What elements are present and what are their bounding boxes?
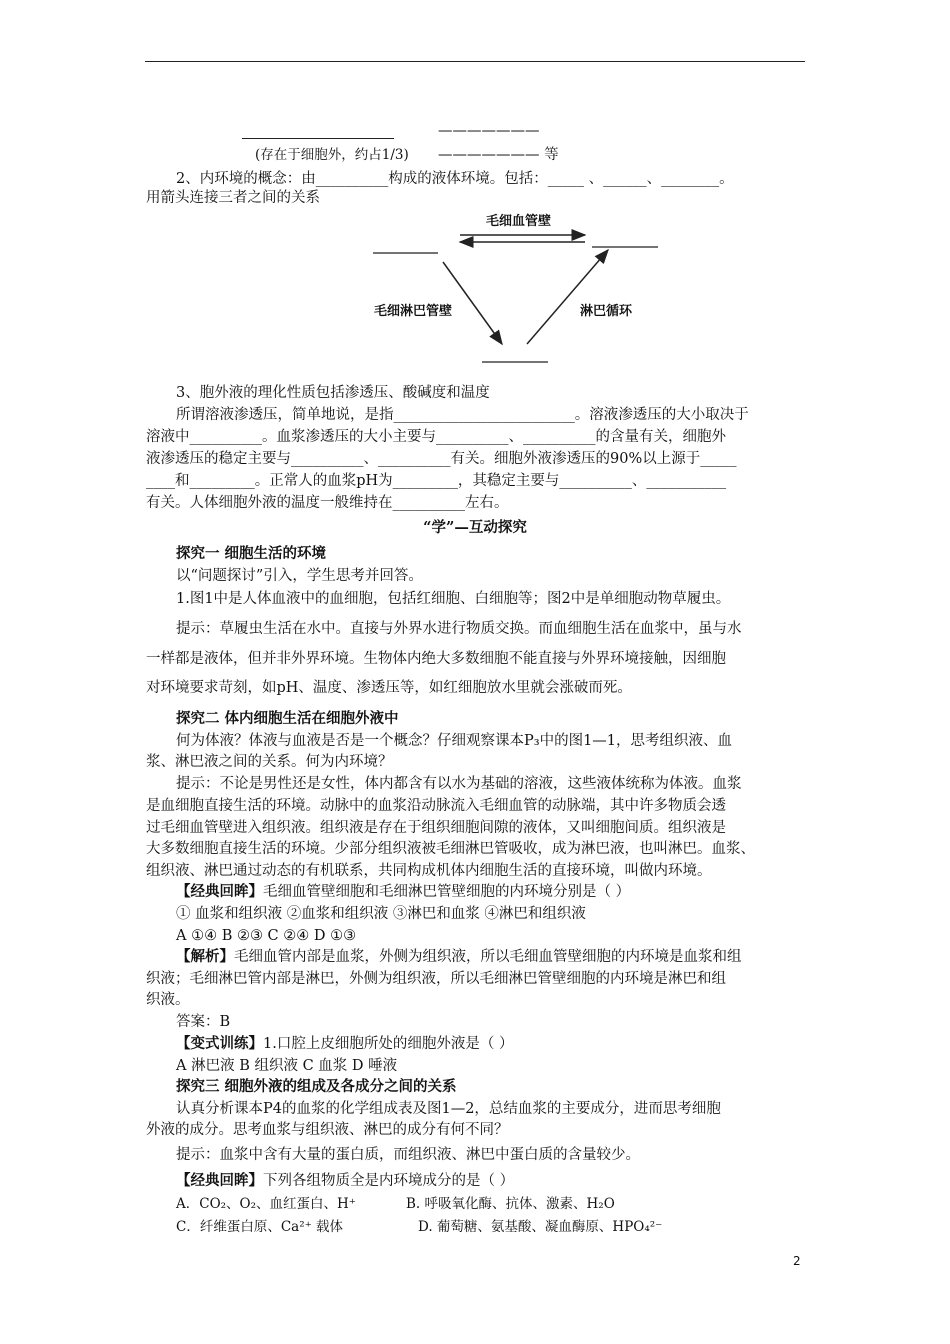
classic-question <box>176 1172 514 1190</box>
variant-choices: A 淋巴液 B 组织液 C 血浆 D 唾液 <box>176 1058 398 1074</box>
explore2-line: 组织液、淋巴通过动态的有机联系，共同构成机体内细胞生活的直接环境，叫做内环境。 <box>146 863 712 879</box>
variant-question-text: 1.口腔上皮细胞所处的细胞外液是（ ） <box>263 1036 514 1052</box>
explore2-line: 大多数细胞直接生活的环境。少部分组织液被毛细淋巴管吸收，成为淋巴液，也叫淋巴。血浆、 <box>146 841 755 857</box>
item3-line: 液渗透压的稳定主要与__________、__________有关。细胞外液渗透压的90%以上源于_____ <box>146 451 737 467</box>
explore2-line: 何为体液？体液与血液是否是一个概念？仔细观察课本P₃中的图1—1，思考组织液、血 <box>176 733 733 749</box>
explore2-line: 提示：不论是男性还是女性，体内都含有以水为基础的溶液，这些液体统称为体液。血浆 <box>176 776 742 792</box>
explore3-line: 认真分析课本P4的血浆的化学组成表及图1—2，总结血浆的主要成分，进而思考细胞 <box>176 1101 721 1117</box>
option-a: A．CO₂、O₂、血红蛋白、H⁺ <box>176 1196 356 1212</box>
item3-line: 所谓溶液渗透压，简单地说，是指_________________________。溶液渗透压的大小取决于 <box>176 407 749 423</box>
option-d: D. 葡萄糖、氨基酸、凝血酶原、HPO₄²⁻ <box>418 1219 663 1235</box>
explore2-line: 是血细胞直接生活的环境。动脉中的血浆沿动脉流入毛细血管的动脉端，其中许多物质会透 <box>146 798 726 814</box>
answer: 答案：B <box>176 1014 231 1030</box>
extracellular-note: (存在于细胞外，约占1/3) <box>255 147 409 163</box>
explore1-line: 1.图1中是人体血液中的血细胞，包括红细胞、白细胞等；图2中是单细胞动物草履虫。 <box>176 591 731 607</box>
analysis-label: 【解析】 <box>176 948 234 965</box>
blank-line-bottom: ——————— 等 <box>438 147 559 163</box>
analysis-line: 织液；毛细淋巴管内部是淋巴，外侧为组织液，所以毛细淋巴管壁细胞的内环境是淋巴和组 <box>146 971 726 987</box>
page-number: 2 <box>793 1254 801 1268</box>
explore2-line: 过毛细血管壁进入组织液。组织液是存在于组织细胞间隙的液体，又叫细胞间质。组织液是 <box>146 820 726 836</box>
section-title: “学”—互动探究 <box>423 519 527 536</box>
analysis-text: 毛细血管内部是血浆，外侧为组织液，所以毛细血管壁细胞的内环境是血浆和组 <box>234 949 742 965</box>
analysis-line <box>176 948 742 966</box>
arrow-up <box>527 250 608 344</box>
blank-line-top: ——————— <box>438 123 540 139</box>
option-c: C．纤维蛋白原、Ca²⁺ 载体 <box>176 1219 344 1235</box>
option-b: B. 呼吸氧化酶、抗体、激素、H₂O <box>406 1196 615 1212</box>
item2-line1: 2、内环境的概念：由__________构成的液体环境。包括：_____ 、______、________。 <box>176 171 734 187</box>
item2-line2: 用箭头连接三者之间的关系 <box>146 190 320 206</box>
explore1-line: 一样都是液体，但并非外界环境。生物体内绝大多数细胞不能直接与外界环境接触，因细胞 <box>146 651 726 667</box>
explore1-line: 以“问题探讨”引入，学生思考并回答。 <box>176 568 423 584</box>
label-lymph-circulation: 淋巴循环 <box>580 304 633 319</box>
classic-question-text: 下列各组物质全是内环境成分的是（ ） <box>263 1173 515 1189</box>
classic-label: 【经典回眸】 <box>176 1172 263 1189</box>
item3-line: 溶液中__________。血浆渗透压的大小主要与__________、__________的含量有关，细胞外 <box>146 429 726 445</box>
explore3-line: 提示：血浆中含有大量的蛋白质，而组织液、淋巴中蛋白质的含量较少。 <box>176 1147 640 1163</box>
explore2-line: 浆、淋巴液之间的关系。何为内环境？ <box>146 754 393 770</box>
classic-question-text: 毛细血管壁细胞和毛细淋巴管壁细胞的内环境分别是（ ） <box>263 884 631 900</box>
classic-options: ① 血浆和组织液 ②血浆和组织液 ③淋巴和血浆 ④淋巴和组织液 <box>176 906 586 922</box>
item3-line: ____和_________。正常人的血浆pH为_________，其稳定主要与__________、___________ <box>146 473 727 489</box>
explore3-line: 外液的成分。思考血浆与组织液、淋巴的成分有何不同？ <box>146 1122 509 1138</box>
explore1-title: 探究一 细胞生活的环境 <box>176 545 327 562</box>
variant-label: 【变式训练】 <box>176 1035 263 1052</box>
label-capillary-wall: 毛细血管壁 <box>486 214 552 229</box>
classic-label: 【经典回眸】 <box>176 883 263 900</box>
analysis-line: 织液。 <box>146 992 190 1008</box>
classic-choices: A ①④ B ②③ C ②④ D ①③ <box>176 928 357 944</box>
item3-line: 3、胞外液的理化性质包括渗透压、酸碱度和温度 <box>176 385 490 401</box>
item3-line: 有关。人体细胞外液的温度一般维持在__________左右。 <box>146 495 509 511</box>
explore1-line: 提示：草履虫生活在水中。直接与外界水进行物质交换。而血细胞生活在血浆中，虽与水 <box>176 621 742 637</box>
variant-question <box>176 1035 513 1053</box>
explore3-title: 探究三 细胞外液的组成及各成分之间的关系 <box>176 1078 457 1095</box>
explore1-line: 对环境要求苛刻，如pH、温度、渗透压等，如红细胞放水里就会涨破而死。 <box>146 680 632 696</box>
classic-question <box>176 883 630 901</box>
explore2-title: 探究二 体内细胞生活在细胞外液中 <box>176 710 399 727</box>
label-lymph-capillary-wall: 毛细淋巴管壁 <box>374 304 453 319</box>
